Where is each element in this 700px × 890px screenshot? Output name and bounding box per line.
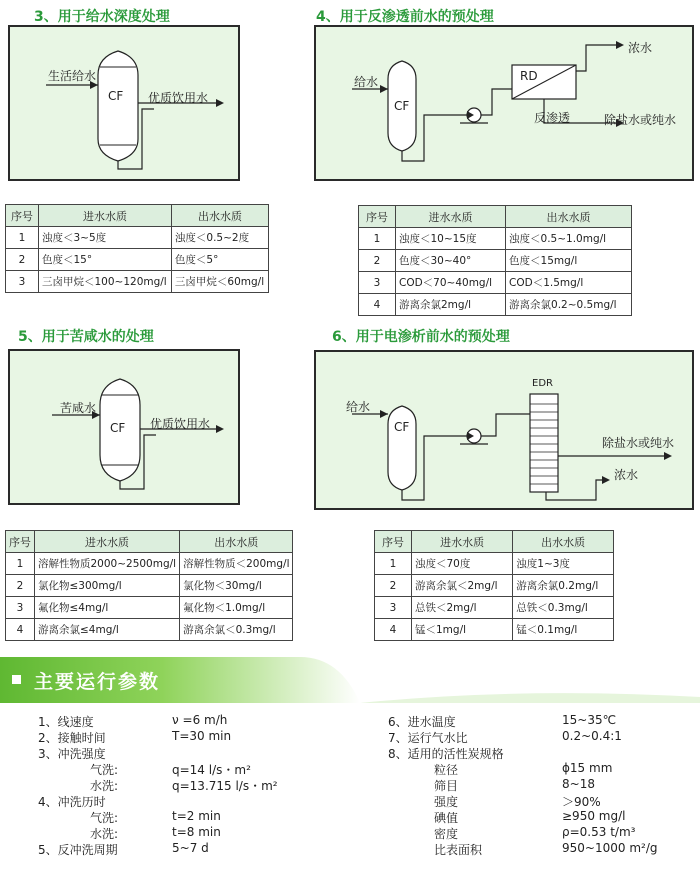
- table-row: [375, 597, 614, 619]
- diagram-6-vessel-label: CF: [394, 420, 410, 434]
- cell-seq: 4: [375, 619, 412, 641]
- param-value: 5~7 d: [172, 841, 209, 855]
- table-5-header: [6, 531, 293, 553]
- table-6-header: [375, 531, 614, 553]
- cell-outlet: 浊度＜0.5~1.0mg/l: [506, 228, 632, 250]
- table-row: [375, 553, 614, 575]
- table-4: [358, 205, 632, 316]
- cell-seq: 2: [6, 249, 39, 271]
- cell-inlet: 游离余氯≤4mg/l: [35, 619, 180, 641]
- param-value: 15~35℃: [562, 713, 617, 727]
- param-value: q=14 l/s・m²: [172, 763, 251, 777]
- cell-seq: 1: [375, 553, 412, 575]
- cell-seq: 2: [375, 575, 412, 597]
- param-value: ρ=0.53 t/m³: [562, 825, 636, 839]
- cell-outlet: 色度＜5°: [171, 249, 268, 271]
- cell-seq: 3: [359, 272, 396, 294]
- diagram-3-outlet-label: 优质饮用水: [148, 91, 209, 105]
- table-row: [6, 619, 293, 641]
- diagram-6-drawing: [316, 352, 696, 512]
- diagram-4: [314, 25, 694, 181]
- cell-inlet: 总铁＜2mg/l: [412, 597, 513, 619]
- col-outlet: 出水水质: [513, 531, 614, 553]
- cell-outlet: 浊度＜0.5~2度: [171, 227, 268, 249]
- col-seq: 序号: [359, 206, 396, 228]
- param-label: 气洗:: [90, 763, 119, 777]
- cell-inlet: 氟化物≤4mg/l: [35, 597, 180, 619]
- param-label: 8、适用的活性炭规格: [388, 747, 504, 761]
- param-value: 950~1000 m²/g: [562, 841, 658, 855]
- col-inlet: 进水水质: [412, 531, 513, 553]
- cell-seq: 2: [6, 575, 35, 597]
- diagram-4-vessel-label: CF: [394, 99, 410, 113]
- param-label: 筛目: [434, 779, 459, 793]
- cell-outlet: 色度＜15mg/l: [506, 250, 632, 272]
- diagram-6-concentrate-label: 浓水: [614, 468, 639, 482]
- col-inlet: 进水水质: [39, 205, 172, 227]
- cell-seq: 2: [359, 250, 396, 272]
- param-value: t=2 min: [172, 809, 221, 823]
- section-5-title: 5、用于苦咸水的处理: [18, 329, 154, 345]
- cell-inlet: 锰＜1mg/l: [412, 619, 513, 641]
- diagram-4-ro-label: 反渗透: [534, 111, 571, 125]
- param-label: 4、冲洗历时: [38, 795, 106, 809]
- param-value: t=8 min: [172, 825, 221, 839]
- diagram-5-outlet-label: 优质饮用水: [150, 417, 211, 431]
- col-outlet: 出水水质: [180, 531, 293, 553]
- table-6: [374, 530, 614, 641]
- cell-inlet: 氯化物≤300mg/l: [35, 575, 180, 597]
- param-label: 2、接触时间: [38, 731, 106, 745]
- param-label: 粒径: [434, 763, 459, 777]
- table-5: [5, 530, 293, 641]
- table-row: [375, 575, 614, 597]
- param-value: ≥950 mg/l: [562, 809, 626, 823]
- cell-outlet: 氯化物＜30mg/l: [180, 575, 293, 597]
- table-4-header: [359, 206, 632, 228]
- diagram-6-product-label: 除盐水或纯水: [602, 436, 675, 450]
- diagram-3-vessel-label: CF: [108, 89, 124, 103]
- cell-inlet: 色度＜30~40°: [396, 250, 506, 272]
- col-inlet: 进水水质: [35, 531, 180, 553]
- table-row: [359, 294, 632, 316]
- diagram-4-inlet-label: 给水: [354, 75, 379, 89]
- diagram-4-rd-label: RD: [520, 69, 538, 83]
- cell-outlet: COD＜1.5mg/l: [506, 272, 632, 294]
- section-4-title: 4、用于反渗透前水的预处理: [316, 9, 494, 25]
- table-row: [6, 227, 269, 249]
- cell-seq: 4: [6, 619, 35, 641]
- cell-inlet: 色度＜15°: [39, 249, 172, 271]
- cell-inlet: 浊度＜3~5度: [39, 227, 172, 249]
- cell-inlet: COD＜70~40mg/l: [396, 272, 506, 294]
- cell-seq: 3: [6, 597, 35, 619]
- col-outlet: 出水水质: [506, 206, 632, 228]
- param-value: ＞90%: [562, 795, 601, 809]
- table-3: [5, 204, 269, 293]
- params-title: 主要运行参数: [34, 671, 161, 693]
- diagram-3: [8, 25, 240, 181]
- diagram-6-inlet-label: 给水: [346, 400, 371, 414]
- diagram-5-inlet-label: 苦咸水: [60, 401, 97, 415]
- param-label: 7、运行气水比: [388, 731, 468, 745]
- banner-bullet-icon: [12, 675, 21, 684]
- cell-inlet: 浊度＜70度: [412, 553, 513, 575]
- cell-outlet: 浊度1~3度: [513, 553, 614, 575]
- cell-inlet: 游离余氯2mg/l: [396, 294, 506, 316]
- table-row: [6, 597, 293, 619]
- col-inlet: 进水水质: [396, 206, 506, 228]
- table-row: [375, 619, 614, 641]
- cell-outlet: 氟化物＜1.0mg/l: [180, 597, 293, 619]
- cell-outlet: 锰＜0.1mg/l: [513, 619, 614, 641]
- cell-inlet: 浊度＜10~15度: [396, 228, 506, 250]
- param-value: 8~18: [562, 777, 595, 791]
- param-label: 5、反冲洗周期: [38, 843, 118, 857]
- table-row: [359, 250, 632, 272]
- diagram-5: [8, 349, 240, 505]
- param-label: 水洗:: [90, 827, 119, 841]
- cell-outlet: 溶解性物质＜200mg/l: [180, 553, 293, 575]
- param-value: q=13.715 l/s・m²: [172, 779, 278, 793]
- diagram-6-edr-label: EDR: [532, 378, 553, 389]
- param-value: 0.2~0.4:1: [562, 729, 622, 743]
- cell-seq: 4: [359, 294, 396, 316]
- cell-inlet: 溶解性物质2000~2500mg/l: [35, 553, 180, 575]
- table-row: [359, 272, 632, 294]
- section-3-title: 3、用于给水深度处理: [34, 9, 170, 25]
- cell-seq: 3: [6, 271, 39, 293]
- cell-outlet: 三卤甲烷＜60mg/l: [171, 271, 268, 293]
- table-row: [6, 575, 293, 597]
- table-row: [6, 553, 293, 575]
- param-value: T=30 min: [172, 729, 232, 743]
- section-6-title: 6、用于电渗析前水的预处理: [332, 329, 510, 345]
- col-seq: 序号: [375, 531, 412, 553]
- diagram-6: [314, 350, 694, 510]
- diagram-4-product-label: 除盐水或纯水: [604, 113, 677, 127]
- cell-inlet: 游离余氯＜2mg/l: [412, 575, 513, 597]
- col-seq: 序号: [6, 531, 35, 553]
- param-label: 气洗:: [90, 811, 119, 825]
- col-seq: 序号: [6, 205, 39, 227]
- param-label: 强度: [434, 795, 459, 809]
- param-label: 6、进水温度: [388, 715, 456, 729]
- cell-inlet: 三卤甲烷＜100~120mg/l: [39, 271, 172, 293]
- diagram-5-vessel-label: CF: [110, 421, 126, 435]
- param-label: 碘值: [434, 811, 459, 825]
- cell-outlet: 游离余氯＜0.3mg/l: [180, 619, 293, 641]
- table-row: [6, 249, 269, 271]
- param-label: 密度: [434, 827, 459, 841]
- cell-seq: 1: [359, 228, 396, 250]
- param-value: ϕ15 mm: [562, 761, 613, 775]
- cell-seq: 3: [375, 597, 412, 619]
- param-label: 比表面积: [434, 843, 483, 857]
- diagram-4-concentrate-label: 浓水: [628, 41, 653, 55]
- param-label: 3、冲洗强度: [38, 747, 106, 761]
- cell-outlet: 总铁＜0.3mg/l: [513, 597, 614, 619]
- table-row: [6, 271, 269, 293]
- cell-outlet: 游离余氯0.2~0.5mg/l: [506, 294, 632, 316]
- col-outlet: 出水水质: [171, 205, 268, 227]
- param-value: ν =6 m/h: [172, 713, 228, 727]
- cell-outlet: 游离余氯0.2mg/l: [513, 575, 614, 597]
- table-3-header: [6, 205, 269, 227]
- param-label: 1、线速度: [38, 715, 94, 729]
- diagram-3-inlet-label: 生活给水: [48, 69, 97, 83]
- cell-seq: 1: [6, 227, 39, 249]
- table-row: [359, 228, 632, 250]
- param-label: 水洗:: [90, 779, 119, 793]
- cell-seq: 1: [6, 553, 35, 575]
